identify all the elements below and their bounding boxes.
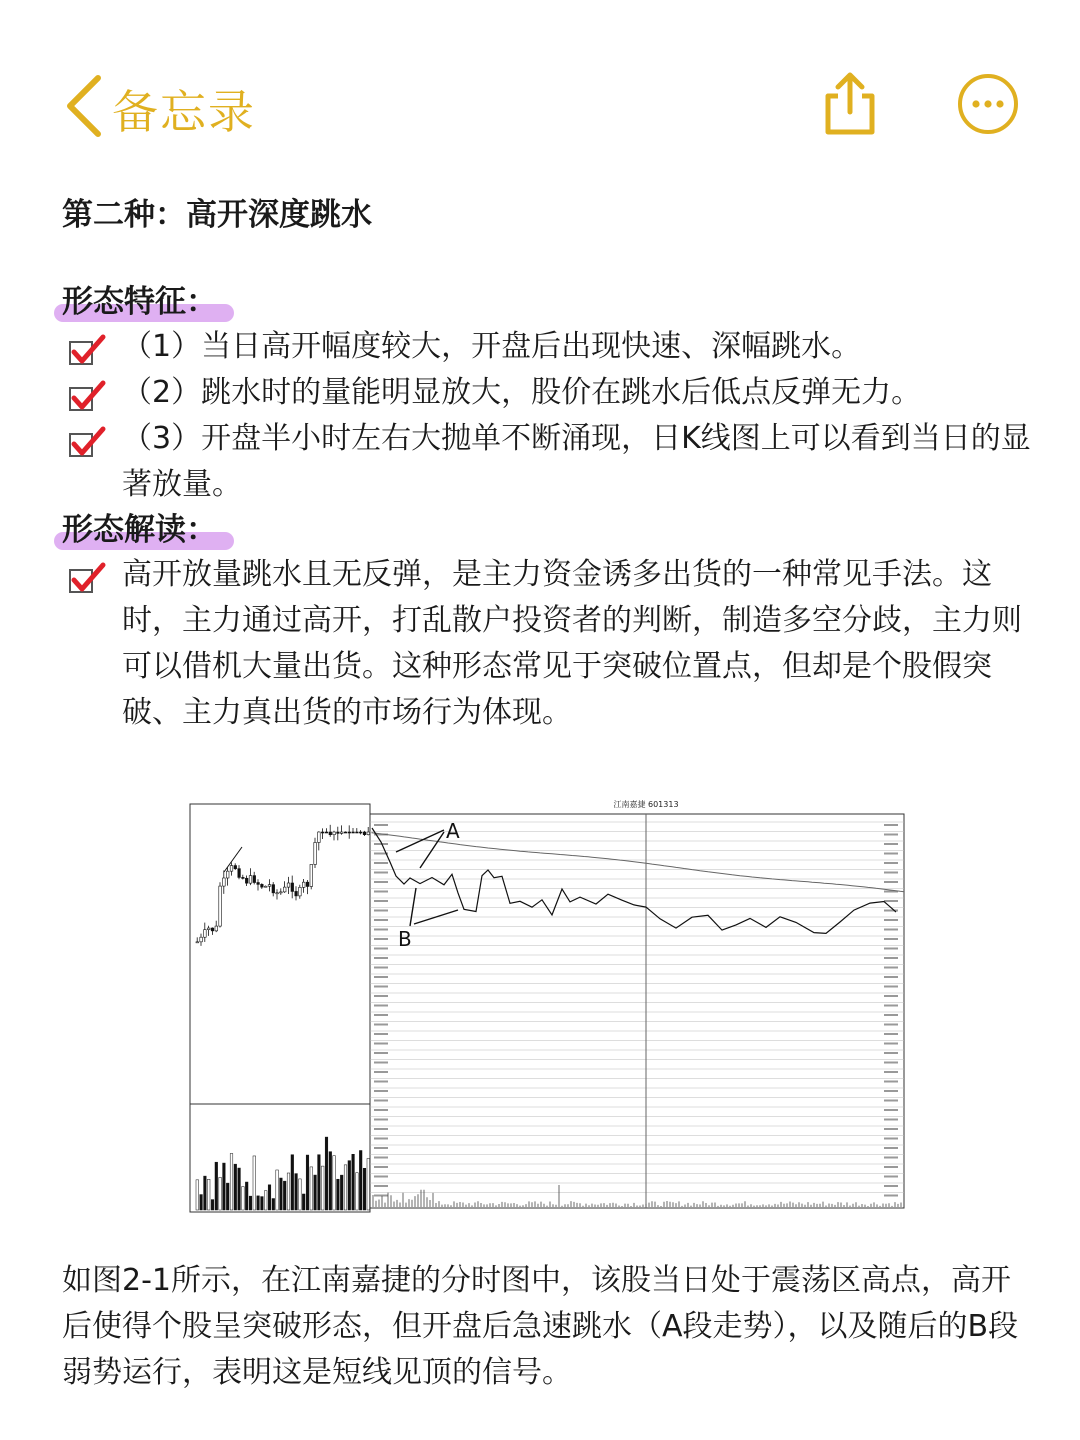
candle-body <box>257 883 260 885</box>
share-icon[interactable] <box>820 70 880 136</box>
tick-label <box>884 824 898 826</box>
tick-label <box>884 834 898 836</box>
volume-bar <box>325 1137 328 1210</box>
volume-bar <box>253 1156 256 1210</box>
volume-bar <box>211 1200 214 1210</box>
tick-label <box>374 986 388 988</box>
tick-label <box>884 1033 898 1035</box>
candle-body <box>245 878 248 883</box>
volume-bar <box>268 1185 271 1210</box>
candle-body <box>306 882 309 886</box>
tick-label <box>374 862 388 864</box>
tick-label <box>884 1157 898 1159</box>
tick-label <box>884 843 898 845</box>
note-body[interactable] <box>62 190 1032 736</box>
candle-body <box>363 832 366 835</box>
checkbox-checked-icon[interactable] <box>68 426 106 458</box>
tick-label <box>884 1166 898 1168</box>
volume-bar <box>280 1178 283 1210</box>
tick-label <box>884 948 898 950</box>
tick-label <box>884 1043 898 1045</box>
tick-label <box>374 919 388 921</box>
candle-body <box>283 887 286 892</box>
candle-body <box>356 832 359 833</box>
kline-panel <box>190 804 370 1104</box>
checkbox-checked-icon[interactable] <box>68 562 106 594</box>
volume-bar <box>340 1175 343 1210</box>
tick-label <box>884 1052 898 1054</box>
candle-body <box>325 832 328 833</box>
volume-bar <box>363 1168 366 1210</box>
tick-label <box>884 900 898 902</box>
annotation-b-label: B <box>398 927 412 951</box>
tick-label <box>374 957 388 959</box>
volume-bar <box>249 1196 252 1210</box>
tick-label <box>374 1185 388 1187</box>
tick-label <box>884 853 898 855</box>
volume-bar <box>200 1195 203 1210</box>
candle-body <box>287 883 290 887</box>
tick-label <box>884 1138 898 1140</box>
tick-label <box>374 1005 388 1007</box>
volume-bar <box>356 1173 359 1210</box>
candle-body <box>333 832 336 835</box>
candle-body <box>211 928 214 931</box>
tick-label <box>374 872 388 874</box>
volume-bar <box>310 1167 313 1210</box>
tick-label <box>374 1195 388 1197</box>
candle-body <box>318 832 321 842</box>
candle-body <box>249 876 252 884</box>
candle-body <box>200 937 203 942</box>
volume-bar <box>367 1159 370 1210</box>
stock-chart-svg <box>176 792 924 1216</box>
list-item: 高开放量跳水且无反弹，是主力资金诱多出货的一种常见手法。这时，主力通过高开，打乱散户投资者的判断，制造多空分歧，主力则可以借机大量出货。这种形态常见于突破位置点，但却是个股假突破、主力真出货的市场行为体现。 <box>62 552 1032 736</box>
tick-label <box>374 1119 388 1121</box>
tick-label <box>884 976 898 978</box>
stock-chart-image <box>176 792 924 1216</box>
caption-paragraph: 如图2-1所示，在江南嘉捷的分时图中，该股当日处于震荡区高点，高开后使得个股呈突破形态，但开盘后急速跳水（A段走势），以及随后的B段弱势运行，表明这是短线见顶的信号。 <box>62 1263 1019 1390</box>
tick-label <box>884 1062 898 1064</box>
tick-label <box>374 1090 388 1092</box>
volume-bar <box>238 1168 241 1210</box>
tick-label <box>374 881 388 883</box>
candle-body <box>261 884 264 887</box>
candle-body <box>207 928 210 930</box>
volume-bar <box>314 1175 317 1210</box>
tick-label <box>374 1071 388 1073</box>
tick-label <box>884 1081 898 1083</box>
volume-bar <box>242 1187 245 1210</box>
volume-bar <box>272 1199 275 1210</box>
tick-label <box>374 1128 388 1130</box>
tick-label <box>374 1166 388 1168</box>
candle-body <box>310 864 313 886</box>
annotation-a-arrow <box>420 832 444 868</box>
volume-bar <box>318 1155 321 1210</box>
back-button-label[interactable]: 备忘录 <box>112 85 256 139</box>
volume-bar <box>245 1182 248 1210</box>
tick-label <box>374 1024 388 1026</box>
candle-body <box>295 891 298 895</box>
tick-label <box>374 1081 388 1083</box>
annotation-b-arrow <box>410 888 416 926</box>
intraday-grid <box>370 822 904 1197</box>
chart-title: 江南嘉捷 601313 <box>613 800 679 809</box>
tick-label <box>884 881 898 883</box>
intraday-panel <box>370 814 904 1208</box>
volume-bar <box>299 1179 302 1210</box>
candle-body <box>215 926 218 931</box>
tick-label <box>884 995 898 997</box>
candle-body <box>226 871 229 878</box>
tick-label <box>884 1100 898 1102</box>
tick-label <box>374 1138 388 1140</box>
candle-body <box>204 930 207 938</box>
volume-bar <box>230 1153 233 1210</box>
tick-label <box>374 1147 388 1149</box>
tick-label <box>374 1043 388 1045</box>
tick-label <box>884 1147 898 1149</box>
intraday-volume-bars <box>373 1185 901 1207</box>
candle-body <box>230 866 233 872</box>
candle-body <box>299 887 302 896</box>
tick-label <box>374 1109 388 1111</box>
section-heading-interpretation: 形态解读： <box>62 508 217 552</box>
candle-body <box>223 878 226 886</box>
tick-label <box>374 910 388 912</box>
candle-body <box>291 883 294 891</box>
chevron-left-icon[interactable] <box>60 72 110 140</box>
tick-label <box>884 872 898 874</box>
candle-body <box>302 882 305 887</box>
tick-label <box>374 948 388 950</box>
volume-bar <box>207 1179 210 1210</box>
tick-label <box>884 1024 898 1026</box>
tick-label <box>884 938 898 940</box>
tick-label <box>884 1071 898 1073</box>
tick-label <box>374 1157 388 1159</box>
tick-label <box>884 957 898 959</box>
volume-bar <box>333 1156 336 1210</box>
candle-body <box>280 892 283 893</box>
volume-bar <box>204 1176 207 1210</box>
candle-body <box>268 885 271 887</box>
volume-bar <box>215 1162 218 1210</box>
tick-label <box>884 1090 898 1092</box>
candle-body <box>234 866 237 869</box>
tick-label <box>884 1185 898 1187</box>
checkbox-checked-icon[interactable] <box>68 334 106 366</box>
candle-body <box>359 832 362 833</box>
list-item: （1）当日高开幅度较大，开盘后出现快速、深幅跳水。 <box>62 324 1032 370</box>
candle-body <box>314 842 317 864</box>
candle-body <box>276 893 279 894</box>
tick-label <box>884 1109 898 1111</box>
annotation-a-label: A <box>446 819 460 843</box>
candle-body <box>340 832 343 833</box>
volume-bar <box>261 1197 264 1210</box>
volume-bar <box>302 1194 305 1210</box>
tick-label <box>374 938 388 940</box>
more-icon[interactable] <box>956 72 1020 136</box>
tick-label <box>884 919 898 921</box>
volume-bar <box>352 1154 355 1210</box>
tick-label <box>884 862 898 864</box>
volume-bar <box>226 1183 229 1210</box>
volume-bar <box>287 1173 290 1210</box>
volume-bar <box>359 1151 362 1210</box>
volume-bar <box>291 1155 294 1210</box>
checkbox-checked-icon[interactable] <box>68 380 106 412</box>
volume-bar <box>276 1170 279 1210</box>
volume-bar <box>321 1166 324 1210</box>
volume-bar <box>196 1180 199 1210</box>
candle-body <box>348 832 351 833</box>
volume-bar <box>223 1163 226 1210</box>
tick-label <box>884 1014 898 1016</box>
candle-body <box>196 942 199 943</box>
note-title: 第二种：高开深度跳水 <box>62 197 372 233</box>
candle-body <box>337 832 340 833</box>
volume-bar <box>295 1174 298 1210</box>
tick-label <box>374 824 388 826</box>
tick-label <box>374 976 388 978</box>
candle-body <box>367 832 370 835</box>
candle-body <box>242 877 245 878</box>
tick-label <box>884 986 898 988</box>
candle-body <box>321 832 324 833</box>
tick-label <box>884 1005 898 1007</box>
candle-body <box>352 832 355 833</box>
candle-body <box>253 876 256 883</box>
volume-bar <box>344 1165 347 1210</box>
volume-bar <box>337 1179 340 1210</box>
volume-bar <box>283 1181 286 1210</box>
volume-bar <box>306 1155 309 1210</box>
volume-bar <box>329 1152 332 1210</box>
tick-label <box>374 1052 388 1054</box>
candle-body <box>344 832 347 833</box>
tick-label <box>374 1100 388 1102</box>
tick-label <box>884 1128 898 1130</box>
candle-body <box>272 885 275 893</box>
candle-body <box>238 869 241 878</box>
volume-bar <box>257 1196 260 1210</box>
tick-label <box>374 929 388 931</box>
tick-label <box>374 900 388 902</box>
top-bar <box>0 0 1080 160</box>
volume-bar <box>219 1177 222 1210</box>
section-heading-features: 形态特征： <box>62 280 217 324</box>
tick-label <box>374 1033 388 1035</box>
volume-bar <box>234 1164 237 1210</box>
tick-label <box>884 967 898 969</box>
tick-label <box>884 929 898 931</box>
tick-label <box>884 1119 898 1121</box>
tick-label <box>884 1176 898 1178</box>
tick-label <box>374 995 388 997</box>
list-item: （3）开盘半小时左右大抛单不断涌现，日K线图上可以看到当日的显著放量。 <box>62 416 1032 508</box>
tick-label <box>374 891 388 893</box>
tick-label <box>374 1062 388 1064</box>
candle-body <box>264 886 267 887</box>
list-item: （2）跳水时的量能明显放大，股价在跳水后低点反弹无力。 <box>62 370 1032 416</box>
kline-volume-bars <box>196 1137 370 1210</box>
tick-label <box>374 1176 388 1178</box>
volume-bar <box>264 1191 267 1210</box>
kline-candles <box>196 825 370 946</box>
candle-body <box>329 832 332 835</box>
candle-body <box>219 886 222 926</box>
tick-label <box>884 1195 898 1197</box>
volume-bar <box>348 1161 351 1210</box>
tick-label <box>374 967 388 969</box>
tick-label <box>374 1014 388 1016</box>
